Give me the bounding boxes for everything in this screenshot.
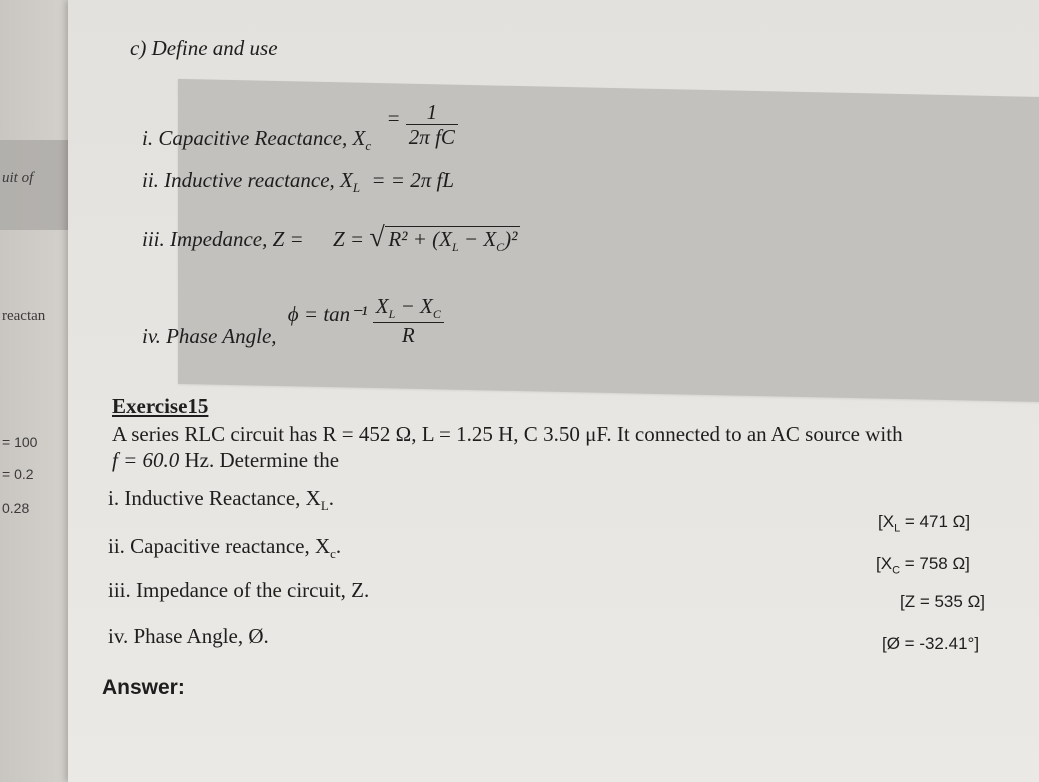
- margin-fragment-2: reactan: [2, 308, 46, 324]
- question-4: iv. Phase Angle, Ø.: [108, 624, 269, 648]
- section-heading: c) Define and use: [130, 36, 278, 60]
- question-2: ii. Capacitive reactance, $X_c$.: [108, 534, 342, 562]
- exercise-title: Exercise15: [112, 394, 209, 418]
- question-1: i. Inductive Reactance, $X_L$.: [108, 486, 335, 514]
- impedance-lhs: Z =: [332, 227, 365, 251]
- question-3: iii. Impedance of the circuit, Z.: [108, 578, 370, 602]
- exercise-line-2-text: Hz. Determine the: [179, 448, 340, 472]
- margin-fragment-3: = 100: [2, 434, 38, 450]
- phase-angle-label: iv. Phase Angle,: [142, 324, 277, 349]
- capacitive-label: i. Capacitive Reactance, X: [142, 126, 366, 151]
- frequency-value: f = 60.0: [112, 448, 180, 472]
- phase-angle-definition: [142, 282, 444, 349]
- phase-angle-lhs: ϕ = tan⁻¹: [287, 302, 368, 327]
- phase-angle-formula: $\frac{X_L - X_C}{R}$: [373, 294, 444, 347]
- answer-2: [$X_C = 758$ Ω]: [876, 554, 970, 577]
- margin-fragment-1: uit of: [2, 170, 34, 186]
- inductive-sub: L: [352, 180, 361, 196]
- capacitive-reactance-definition: [142, 92, 458, 154]
- capacitive-equals: =: [386, 106, 401, 131]
- capacitive-sub: c: [365, 138, 372, 154]
- impedance-formula: √ $R^2 + (X_L - X_C)^2$: [369, 226, 520, 255]
- capacitive-denominator: 2π fC: [408, 125, 455, 150]
- margin-fragment-4: = 0.2: [2, 466, 34, 482]
- capacitive-formula: [406, 100, 458, 149]
- exercise-line-1: A series RLC circuit has R = 452 Ω, L = 1.25 H, C 3.50 μF. It connected to an AC source with: [112, 422, 903, 446]
- exercise-line-2: [112, 448, 339, 473]
- answer-label: Answer:: [102, 676, 185, 699]
- impedance-definition: [142, 222, 520, 255]
- margin-fragment-5: 0.28: [2, 500, 30, 516]
- inductive-formula: = = 2π fL: [371, 168, 455, 192]
- answer-4: [Ø = -32.41°]: [882, 634, 980, 653]
- answer-1: [$X_L = 471$ Ω]: [878, 512, 971, 535]
- answer-3: [Z = 535 Ω]: [900, 592, 985, 611]
- impedance-label: iii. Impedance, Z =: [142, 227, 304, 251]
- capacitive-numerator: 1: [406, 100, 458, 125]
- inductive-label: ii. Inductive reactance, X: [142, 168, 353, 192]
- document-page: [68, 0, 1039, 782]
- inductive-reactance-definition: [142, 168, 454, 196]
